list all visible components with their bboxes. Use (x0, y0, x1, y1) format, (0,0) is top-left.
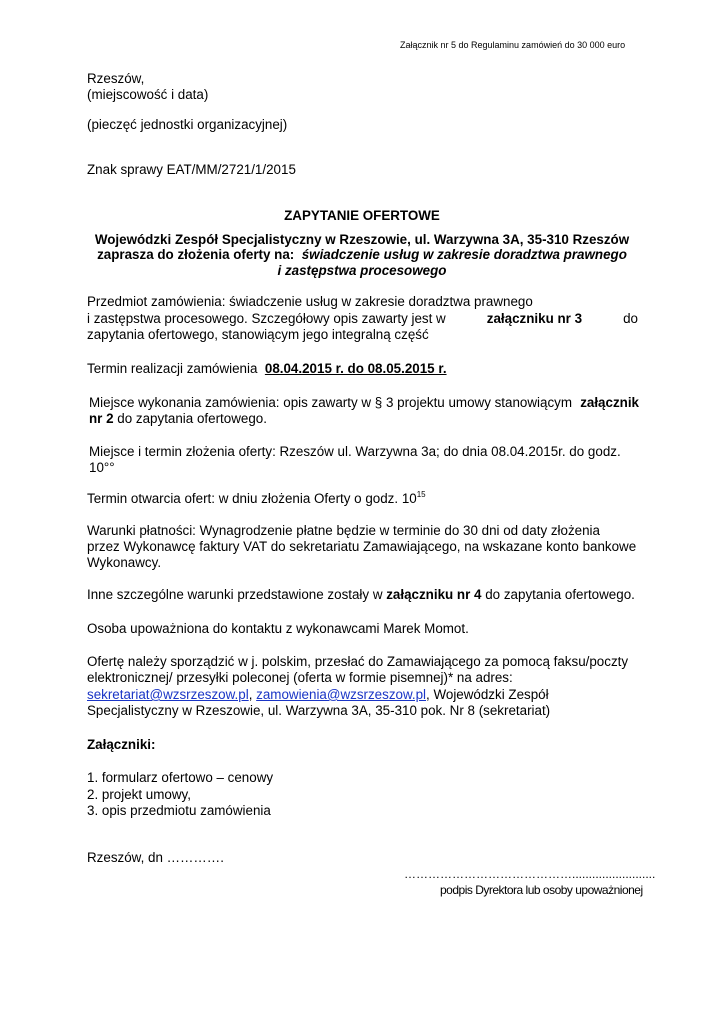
subject-attachment-ref: załączniku nr 3 (486, 311, 583, 326)
contact-line: Osoba upoważniona do kontaktu z wykonawcami Marek Momot. (87, 621, 469, 636)
payment-line-1 (87, 523, 637, 540)
payment-line-3: Wykonawcy. (87, 555, 162, 570)
subject-line-1: Przedmiot zamówienia: świadczenie usług w zakresie doradztwa prawnego (87, 294, 533, 309)
deadline-line (87, 361, 447, 378)
execution-text: Miejsce wykonania zamówienia: opis zawarty w § 3 projektu umowy stanowiącym (89, 395, 573, 410)
other-conditions-suffix: do zapytania ofertowego. (485, 587, 635, 602)
annex-note: Załącznik nr 5 do Regulaminu zamówień do 30 000 euro (400, 40, 626, 50)
opening-text: Termin otwarcia ofert: w dniu złożenia Oferty o godz. 10 (87, 491, 417, 506)
subject-line-2 (87, 311, 638, 328)
submission-line-2: 10°° (89, 460, 115, 475)
attachments-heading: Załączniki: (87, 737, 156, 752)
execution-attachment: załącznik (580, 395, 639, 410)
signature-label: podpis Dyrektora lub osoby upoważnionej (440, 883, 643, 897)
opening-line (87, 491, 426, 508)
offer-line-1: Ofertę należy sporządzić w j. polskim, przesłać do Zamawiającego za pomocą faksu/poczty (87, 654, 629, 669)
execution-line-2-text: do zapytania ofertowego. (117, 411, 267, 426)
other-conditions-prefix: Inne szczególne warunki przedstawione zostały w (87, 587, 383, 602)
stamp-hint: (pieczęć jednostki organizacyjnej) (87, 117, 288, 132)
subject-line-2-end: do (623, 311, 638, 326)
deadline-label: Termin realizacji zamówienia (87, 361, 258, 376)
organization-line: Wojewódzki Zespół Specjalistyczny w Rzeszowie, ul. Warzywna 3A, 35-310 Rzeszów (94, 232, 630, 247)
submission-line-1: Miejsce i termin złożenia oferty: Rzeszów ul. Warzywna 3a; do dnia 08.04.2015r. do godz. (89, 444, 621, 459)
attachment-item: 1. formularz ofertowo – cenowy (87, 770, 274, 785)
invitation-line (0, 247, 724, 264)
invitation-subject-1: świadczenie usług w zakresie doradztwa prawnego (301, 247, 627, 262)
attachment-item: 3. opis przedmiotu zamówienia (87, 803, 271, 818)
payment-line-1-text: Warunki płatności: Wynagrodzenie płatne będzie w terminie do 30 dni od daty złożenia (87, 523, 600, 538)
execution-line-2 (89, 411, 267, 428)
execution-line-1 (89, 395, 639, 412)
payment-line-2: przez Wykonawcę faktury VAT do sekretariatu Zamawiającego, na wskazane konto bankowe (87, 539, 637, 554)
orders-email-link[interactable]: zamowienia@wzsrzeszow.pl (256, 687, 427, 702)
other-conditions-line (87, 587, 635, 604)
subject-line-3: zapytania ofertowego, stanowiącym jego integralną część (87, 327, 429, 342)
signature-line: ……………………………………......................... (404, 867, 656, 881)
offer-line-3-suffix: , Wojewódzki Zespół (426, 687, 549, 702)
invitation-subject-2: i zastępstwa procesowego (277, 263, 447, 278)
offer-line-4: Specjalistyczny w Rzeszowie, ul. Warzywna 3A, 35-310 pok. Nr 8 (sekretariat) (87, 703, 551, 718)
subject-line-2-text: i zastępstwa procesowego. Szczegółowy opis zawarty jest w (87, 311, 446, 326)
page-title: ZAPYTANIE OFERTOWE (284, 208, 440, 223)
secretariat-email-link[interactable]: sekretariat@wzsrzeszow.pl (87, 687, 249, 702)
execution-attachment-number: nr 2 (89, 411, 114, 426)
attachment-item: 2. projekt umowy, (87, 787, 191, 802)
offer-line-2: elektronicznej/ przesyłki poleconej (oferta w formie pisemnej)* na adres: (87, 670, 513, 685)
offer-line-3 (87, 687, 549, 704)
email-separator: , (248, 687, 253, 702)
invitation-prefix: zaprasza do złożenia oferty na: (97, 247, 295, 262)
other-conditions-attachment: załączniku nr 4 (386, 587, 482, 602)
place-date-hint: (miejscowość i data) (87, 87, 209, 102)
opening-time-superscript: 15 (416, 490, 426, 499)
footer-date-line: Rzeszów, dn …………. (87, 850, 224, 865)
city-label: Rzeszów, (87, 71, 145, 86)
deadline-value: 08.04.2015 r. do 08.05.2015 r. (264, 361, 447, 376)
case-reference: Znak sprawy EAT/MM/2721/1/2015 (87, 162, 296, 177)
